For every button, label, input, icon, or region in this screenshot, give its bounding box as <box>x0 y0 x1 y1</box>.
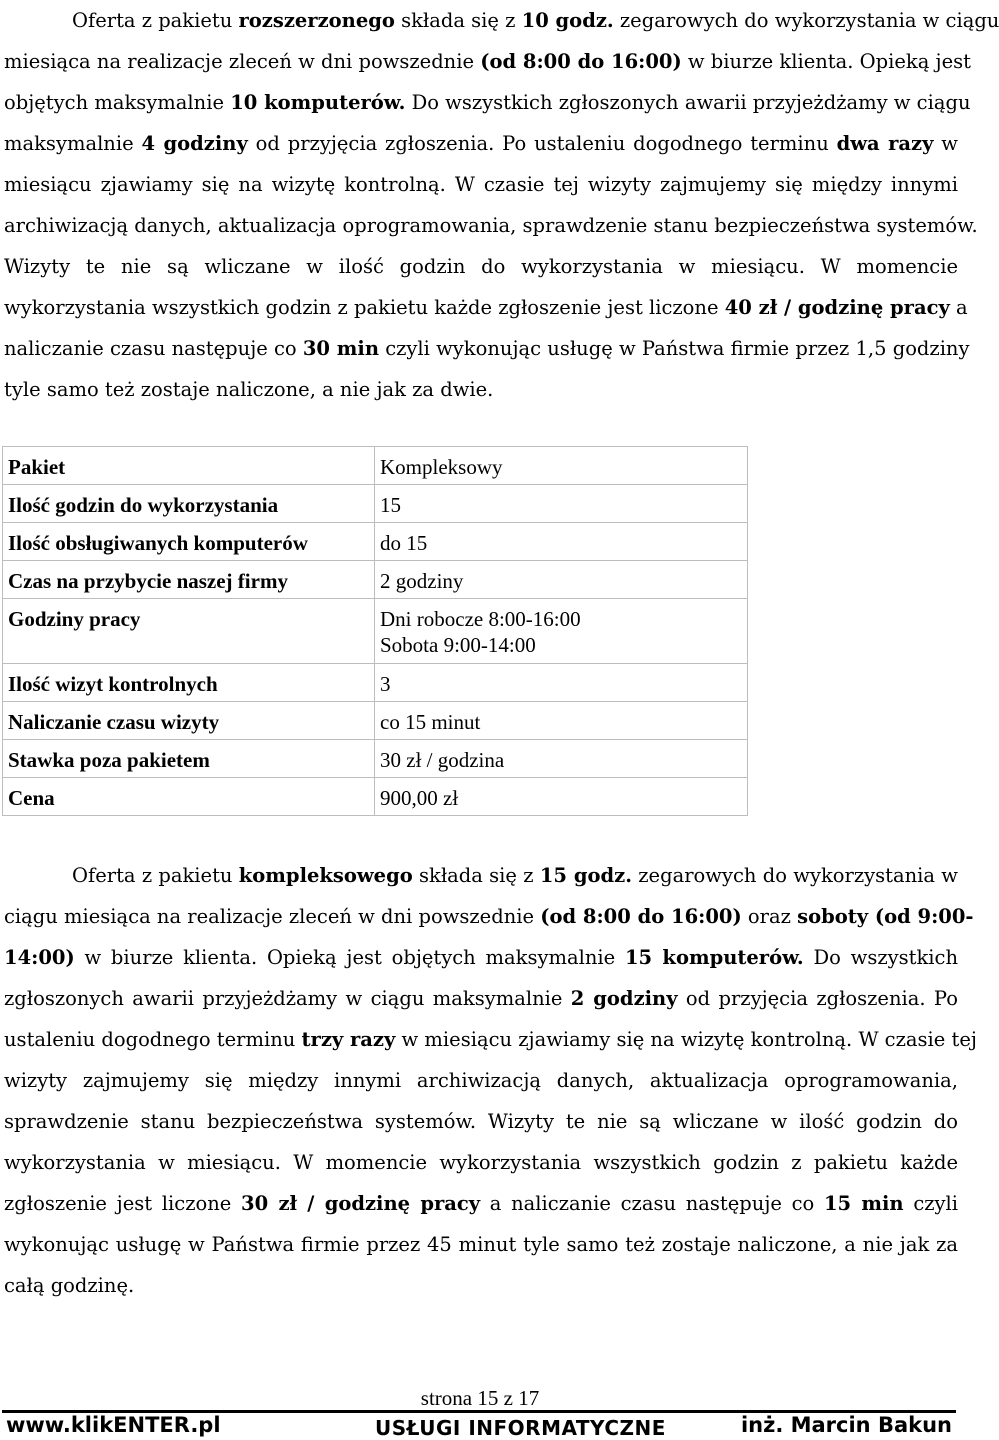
text-line <box>4 1019 977 1060</box>
table-value <box>375 740 748 778</box>
text-run: zgłoszonych awarii przyjeżdżamy w ciągu maksymalnie <box>4 987 571 1010</box>
bold-run: 15 min <box>823 1192 904 1215</box>
table-row <box>3 664 748 702</box>
table-value <box>375 523 748 561</box>
text-run: Oferta z pakietu <box>72 864 239 887</box>
paragraph-complex-package <box>4 855 977 1306</box>
text-line <box>4 328 970 369</box>
text-line <box>4 164 958 205</box>
text-run: objętych maksymalnie <box>4 91 231 114</box>
text-run: całą godzinę. <box>4 1274 135 1297</box>
text-run: wykorzystania wszystkich godzin z pakietu każde zgłoszenie jest liczone <box>4 296 725 319</box>
bold-run: soboty (od 9:00- <box>797 905 974 928</box>
bold-run: 4 godziny <box>141 132 248 155</box>
table-label: Ilość obsługiwanych komputerów <box>3 523 375 561</box>
text-run: składa się z <box>412 864 540 887</box>
text-run: sprawdzenie stanu bezpieczeństwa systemów. Wizyty te nie są wliczane w ilość godzin do <box>4 1110 958 1133</box>
text-run: oraz <box>741 905 798 928</box>
text-line <box>4 1265 958 1306</box>
table-row <box>3 702 748 740</box>
paragraph-extended-package <box>4 0 999 410</box>
bold-run: kompleksowego <box>238 864 413 887</box>
table-value-line: 15 <box>380 493 401 517</box>
footer-tagline: USŁUGI INFORMATYCZNE <box>375 1416 666 1440</box>
table-label: Ilość godzin do wykorzystania <box>3 485 375 523</box>
table-value-line: 30 zł / godzina <box>380 748 505 772</box>
text-line <box>4 1101 958 1142</box>
table-value-line: 2 godziny <box>380 569 464 593</box>
text-line <box>4 1060 958 1101</box>
table-value <box>375 778 748 816</box>
bold-run: 30 zł / godzinę pracy <box>241 1192 481 1215</box>
text-run: miesiącu zjawiamy się na wizytę kontrolną. W czasie tej wizyty zajmujemy się między innymi <box>4 173 958 196</box>
text-line <box>4 123 958 164</box>
table-value-line: 3 <box>380 672 391 696</box>
text-line <box>4 205 978 246</box>
table-row <box>3 778 748 816</box>
bold-run: 2 godziny <box>570 987 678 1010</box>
table-value <box>375 485 748 523</box>
text-line <box>4 246 958 287</box>
table-value-line: Dni robocze 8:00-16:00 <box>380 607 581 631</box>
bold-run: 10 godz. <box>521 9 614 32</box>
table-value-line: Kompleksowy <box>380 455 503 479</box>
text-run: zegarowych do wykorzystania w <box>631 864 958 887</box>
table-value <box>375 599 748 664</box>
table-value <box>375 702 748 740</box>
text-run: wykorzystania w miesiącu. W momencie wykorzystania wszystkich godzin z pakietu każde <box>4 1151 958 1174</box>
table-label: Naliczanie czasu wizyty <box>3 702 375 740</box>
text-line <box>4 82 971 123</box>
bold-run: 40 zł / godzinę pracy <box>724 296 950 319</box>
text-line <box>4 978 958 1019</box>
table-value <box>375 561 748 599</box>
table-value-line: do 15 <box>380 531 428 555</box>
text-run: zegarowych do wykorzystania w ciągu <box>613 9 999 32</box>
table-row <box>3 523 748 561</box>
text-line <box>4 41 971 82</box>
footer-website: www.klikENTER.pl <box>6 1413 221 1437</box>
bold-run: 15 godz. <box>539 864 632 887</box>
table-row <box>3 485 748 523</box>
table-label: Pakiet <box>3 447 375 485</box>
text-line <box>4 0 999 41</box>
text-run: archiwizacją danych, aktualizacja oprogramowania, sprawdzenie stanu bezpieczeństwa systemów. <box>4 214 978 237</box>
bold-run: 10 komputerów. <box>230 91 406 114</box>
bold-run: 14:00) <box>4 946 75 969</box>
bold-run: 15 komputerów. <box>624 946 804 969</box>
text-run: ustaleniu dogodnego terminu <box>4 1028 302 1051</box>
text-run: w biurze klienta. Opieką jest objętych maksymalnie <box>74 946 625 969</box>
text-run: składa się z <box>394 9 522 32</box>
table-value <box>375 447 748 485</box>
text-run: a naliczanie czasu następuje co <box>480 1192 824 1215</box>
table-label: Ilość wizyt kontrolnych <box>3 664 375 702</box>
text-line <box>4 855 958 896</box>
text-run: Do wszystkich zgłoszonych awarii przyjeżdżamy w ciągu <box>405 91 971 114</box>
table-value-line: co 15 minut <box>380 710 481 734</box>
footer <box>0 1413 960 1440</box>
text-run: maksymalnie <box>4 132 142 155</box>
table-value-line: 900,00 zł <box>380 786 459 810</box>
text-run: czyli <box>903 1192 959 1215</box>
page-number: strona 15 z 17 <box>420 1386 540 1410</box>
bold-run: (od 8:00 do 16:00) <box>480 50 682 73</box>
table-row <box>3 447 748 485</box>
text-run: czyli wykonując usługę w Państwa firmie przez 1,5 godziny <box>379 337 970 360</box>
package-table <box>2 446 748 816</box>
text-run: a <box>949 296 968 319</box>
table-value-line: Sobota 9:00-14:00 <box>380 633 536 657</box>
bold-run: 30 min <box>302 337 380 360</box>
text-line <box>4 1183 958 1224</box>
text-line <box>4 896 974 937</box>
text-run: miesiąca na realizacje zleceń w dni powszednie <box>4 50 481 73</box>
bold-run: dwa razy <box>836 132 934 155</box>
text-run: w biurze klienta. Opieką jest <box>681 50 971 73</box>
text-line <box>4 1142 958 1183</box>
text-run: zgłoszenie jest liczone <box>4 1192 242 1215</box>
table-label: Czas na przybycie naszej firmy <box>3 561 375 599</box>
table-label: Godziny pracy <box>3 599 375 664</box>
text-run: Wizyty te nie są wliczane w ilość godzin do wykorzystania w miesiącu. W momencie <box>4 255 958 278</box>
text-run: w <box>933 132 959 155</box>
text-line <box>4 287 968 328</box>
text-line <box>4 1224 958 1265</box>
bold-run: trzy razy <box>301 1028 396 1051</box>
bold-run: (od 8:00 do 16:00) <box>540 905 742 928</box>
text-run: od przyjęcia zgłoszenia. Po <box>677 987 959 1010</box>
bold-run: rozszerzonego <box>238 9 395 32</box>
table-row <box>3 561 748 599</box>
text-run: Oferta z pakietu <box>72 9 239 32</box>
table-label: Stawka poza pakietem <box>3 740 375 778</box>
table-row <box>3 740 748 778</box>
text-run: wykonując usługę w Państwa firmie przez 45 minut tyle samo też zostaje naliczone, a nie jak za <box>4 1233 958 1256</box>
table-label: Cena <box>3 778 375 816</box>
text-run: Do wszystkich <box>803 946 958 969</box>
table-row <box>3 599 748 664</box>
text-run: w miesiącu zjawiamy się na wizytę kontrolną. W czasie tej <box>395 1028 977 1051</box>
footer-author: inż. Marcin Bakun <box>740 1413 952 1437</box>
text-run: wizyty zajmujemy się między innymi archiwizacją danych, aktualizacja oprogramowania, <box>4 1069 958 1092</box>
text-line <box>4 937 958 978</box>
text-run: tyle samo też zostaje naliczone, a nie jak za dwie. <box>4 378 494 401</box>
text-run: ciągu miesiąca na realizacje zleceń w dni powszednie <box>4 905 541 928</box>
text-line <box>4 369 958 410</box>
table-value <box>375 664 748 702</box>
text-run: od przyjęcia zgłoszenia. Po ustaleniu dogodnego terminu <box>247 132 837 155</box>
text-run: naliczanie czasu następuje co <box>4 337 303 360</box>
